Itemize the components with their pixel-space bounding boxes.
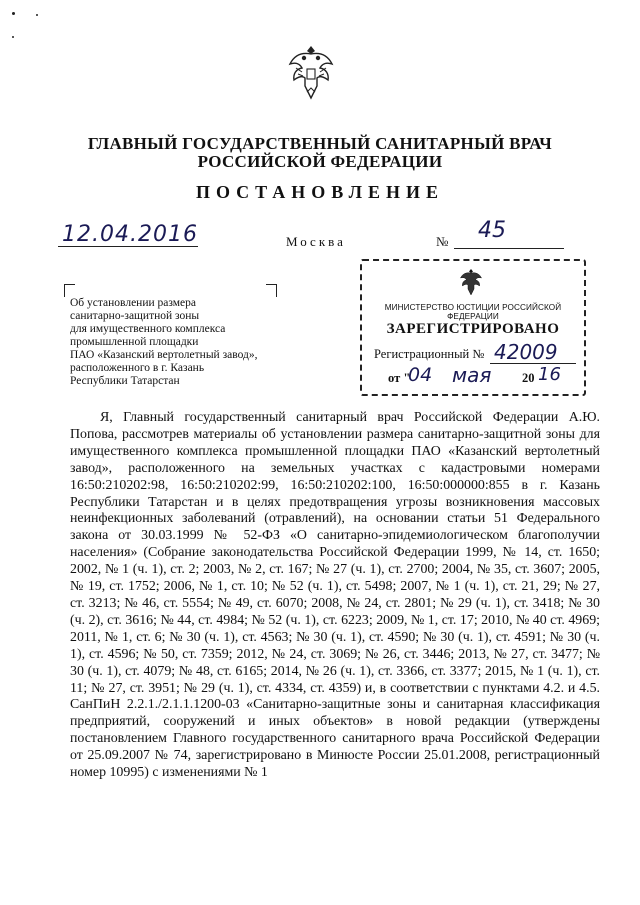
issuer-title-line1: ГЛАВНЫЙ ГОСУДАРСТВЕННЫЙ САНИТАРНЫЙ ВРАЧ <box>87 134 553 153</box>
stamp-coat-of-arms-icon <box>458 267 484 297</box>
stamp-day: 04 <box>408 364 433 386</box>
document-date: 12.04.2016 <box>62 222 198 247</box>
date-underline <box>58 246 198 247</box>
stamp-year: 16 <box>538 364 561 385</box>
stamp-month: мая <box>452 363 492 387</box>
coat-of-arms-icon <box>286 42 336 102</box>
stamp-reg-number-underline <box>490 363 576 364</box>
scan-speck <box>12 12 15 15</box>
stamp-reg-number: 42009 <box>494 340 558 364</box>
subject-line: Республики Татарстан <box>70 375 180 387</box>
number-underline <box>454 248 564 249</box>
subject-line: Об установлении размера <box>70 297 196 309</box>
stamp-year-prefix: 20 <box>522 371 535 385</box>
stamp-reg-number-label: Регистрационный № <box>374 347 485 361</box>
scan-speck <box>12 36 14 38</box>
subject-line: ПАО «Казанский вертолетный завод», <box>70 349 258 361</box>
stamp-from-label: от " <box>388 371 411 385</box>
subject-line: промышленной площадки <box>70 336 199 348</box>
issuer-title-line2: РОССИЙСКОЙ ФЕДЕРАЦИИ <box>197 152 443 171</box>
document-type: ПОСТАНОВЛЕНИЕ <box>195 182 445 202</box>
document-subject <box>70 297 270 388</box>
document-city: Москва <box>286 234 346 249</box>
document-body: Я, Главный государственный санитарный врач Российской Федерации А.Ю. Попова, рассмотрев материалы об установлении размера санитарно-защитной зоны для имущественного комплекса промышленной площадки ПАО «Казанский вертолетный завод», расположенного на земельных участках с кадастровыми номерами 16:50:210202:98, 16:50:210202:99, 16:50:210202:100, 16:50:000000:855 в г. Казань Республики Татарстан и в целях предотвращения угрозы возникновения массовых неинфекционных заболеваний (отравлений), на основании статьи 51 Федерального закона от 30.03.1999 № 52-ФЗ «О санитарно-эпидемиологическом благополучии населения» (Собрание законодательства Российской Федерации 1999, № 14, ст. 1650; 2002, № 1 (ч. 1), ст. 2; 2003, № 2, ст. 167; № 27 (ч. 1), ст. 2700; 2004, № 35, ст. 3607; 2005, № 19, ст. 1752; 2006, № 1, ст. 10; № 52 (ч. 1), ст. 5498; 2007, № 1 (ч. 1), ст. 21, 29; № 27, ст. 3213; № 46, ст. 5554; № 49, ст. 6070; 2008, № 24, ст. 2801; № 29 (ч. 1), ст. 3418; № 30 (ч. 2), ст. 3616; № 44, ст. 4984; № 52 (ч. 1), ст. 6223; 2009, № 1, ст. 17; 2010, № 40 ст. 4969; 2011, № 1, ст. 6; № 30 (ч. 1), ст. 4563; № 30 (ч. 1), ст. 4590; № 30 (ч. 1), ст. 4591; № 30 (ч. 1), ст. 4596; № 50, ст. 7359; 2012, № 24, ст. 3069; № 26, ст. 3446; 2013, № 27, ст. 3477; № 30 (ч. 1), ст. 4079; № 48, ст. 6165; 2014, № 26 (ч. 1), ст. 3366, ст. 3377; 2015, № 1 (ч. 1), ст. 11; № 27, ст. 3951; № 29 (ч. 1), ст. 4334, ст. 4359) и, в соответствии с пунктами 4.2. и 4.5. СанПиН 2.2.1./2.1.1.1200-03 «Санитарно-защитные зоны и санитарная классификация предприятий, сооружений и иных объектов» в новой редакции (утверждены постановлением Главного государственного санитарного врача Российской Федерации от 25.09.2007 № 74, зарегистрировано в Минюсте России 25.01.2008, регистрационный номер 10995) с изменениями № 1 <box>70 410 600 781</box>
registration-stamp <box>360 259 586 396</box>
stamp-registered-label: ЗАРЕГИСТРИРОВАНО <box>386 321 560 337</box>
stamp-ministry-name: МИНИСТЕРСТВО ЮСТИЦИИ РОССИЙСКОЙ ФЕДЕРАЦИИ <box>384 303 562 321</box>
subject-bracket-left <box>64 284 75 297</box>
subject-bracket-right <box>266 284 277 297</box>
document-number: 45 <box>478 218 506 243</box>
subject-line: санитарно-защитной зоны <box>70 310 200 322</box>
number-label: № <box>436 234 449 249</box>
subject-line: расположенного в г. Казань <box>70 362 205 374</box>
scan-speck <box>36 14 38 16</box>
subject-line: для имущественного комплекса <box>70 323 226 335</box>
